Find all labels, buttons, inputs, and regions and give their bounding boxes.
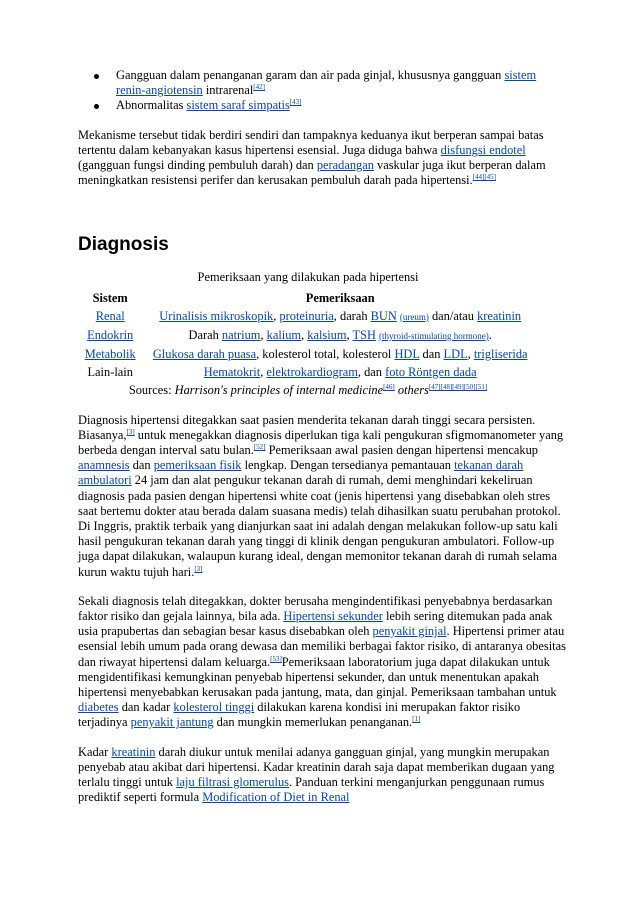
citation-link[interactable]: [3] [126, 427, 135, 436]
text: , [273, 308, 280, 323]
link-kalsium[interactable]: kalsium [307, 327, 347, 342]
list-item-text: Gangguan dalam penanganan garam dan air pada ginjal, khususnya gangguan [116, 68, 505, 82]
table-cell-system [78, 307, 142, 326]
list-item [116, 98, 568, 113]
table-cell-exam [142, 345, 538, 363]
article-body [78, 68, 568, 806]
text: Mekanisme tersebut tidak berdiri sendiri dan tampaknya keduanya ikut berperan sampai batas tertentu dalam kebanyakan kasus hipertensi esensial. Juga diduga bahwa [78, 127, 544, 157]
link-mdrd[interactable]: Modification of Diet in Renal [202, 790, 350, 805]
text: , [301, 327, 308, 342]
text: , dan [357, 364, 386, 379]
table-row [78, 345, 538, 363]
citation-link[interactable]: [43] [289, 98, 302, 107]
link-ureum[interactable]: (ureum) [399, 311, 429, 322]
table-row [78, 307, 538, 326]
text: , [346, 327, 353, 342]
citation-link[interactable]: [47][48][49][50][51] [428, 382, 488, 391]
section-heading-diagnosis: Diagnosis [78, 234, 169, 256]
text: dan/atau [428, 308, 478, 323]
table-sources [78, 381, 538, 399]
link-peradangan[interactable]: peradangan [316, 158, 374, 173]
link-trigliserida[interactable]: trigliserida [473, 346, 528, 361]
link-sistem-saraf-simpatis[interactable]: sistem saraf simpatis [186, 98, 290, 113]
table-row [78, 326, 538, 345]
text: , kolesterol total, kolesterol [256, 346, 395, 361]
text: . Panduan terkini menganjurkan penggunaan rumus prediktif seperti formula [78, 775, 545, 805]
text: , [467, 346, 474, 361]
text: Darah [188, 327, 222, 342]
link-hdl[interactable]: HDL [394, 346, 420, 361]
link-tekanan-darah-ambulatori[interactable]: tekanan darah ambulatori [78, 458, 524, 488]
text: dilakukan karena kondisi ini merupakan faktor risiko terjadinya [78, 700, 521, 730]
link-kalium[interactable]: kalium [266, 327, 302, 342]
citation-link[interactable]: [42] [253, 83, 265, 92]
text: Pemeriksaan laboratorium juga dapat dilakukan untuk mengidentifikasi kemungkinan penyebab hipertensi sekunder, dan untuk menentukan apakah hipertensi menyebabkan kerusakan pada jantung, mata, dan ginjal. Pemeriksaan tambahan untuk [78, 654, 557, 700]
source-others: others [394, 382, 429, 397]
link-foto-rontgen-dada[interactable]: foto Röntgen dada [385, 364, 477, 379]
list-item-text: Abnormalitas [116, 98, 187, 113]
link-hematokrit[interactable]: Hematokrit [203, 364, 261, 379]
list-item [116, 68, 568, 98]
text: Diagnosis hipertensi ditegakkan saat pasien menderita tekanan darah tinggi secara persisten. Biasanya, [78, 412, 536, 442]
table-cell-exam [142, 326, 538, 345]
link-diabetes[interactable]: diabetes [78, 700, 119, 715]
citation-link[interactable]: [3] [194, 564, 203, 573]
link-penyakit-ginjal[interactable]: penyakit ginjal [372, 624, 447, 639]
text: dan mungkin memerlukan penanganan. [213, 715, 413, 730]
text: Pemeriksaan awal pasien dengan hipertensi mencakup [265, 443, 538, 458]
link-kreatinin-body[interactable]: kreatinin [111, 744, 156, 759]
diagnosis-table [78, 270, 538, 398]
table-cell-system [78, 326, 142, 345]
text: lebih sering ditemukan pada anak usia prapubertas dan sebagian besar kasus disebabkan oleh [78, 609, 553, 639]
text: dan [419, 346, 444, 361]
table-cell-system: Lain-lain [87, 364, 133, 379]
text: , darah [333, 308, 371, 323]
link-disfungsi-endotel[interactable]: disfungsi endotel [440, 142, 526, 157]
link-renal[interactable]: Renal [95, 309, 125, 324]
text: Sekali diagnosis telah ditegakkan, dokter berusaha mengindentifikasi penyebabnya berdasarkan faktor risiko dan gejala lainnya, bila ada. [78, 593, 553, 624]
table-cell-system [78, 345, 142, 363]
mechanism-paragraph [78, 128, 568, 189]
diagnosis-paragraph-1 [78, 413, 568, 580]
diagnosis-paragraph-2 [78, 594, 568, 731]
citation-link[interactable]: [1] [412, 715, 421, 724]
link-endokrin[interactable]: Endokrin [87, 328, 134, 343]
text: Kadar [78, 744, 112, 759]
link-proteinuria[interactable]: proteinuria [279, 308, 334, 323]
link-urinalisis[interactable]: Urinalisis mikroskopik [159, 308, 274, 323]
text: . Hipertensi primer atau esensial lebih umum pada orang dewasa dan memiliki berbagai faktor risiko, di antaranya obesitas dan riwayat hipertensi dalam keluarga. [78, 624, 566, 669]
diagnosis-paragraph-3 [78, 745, 568, 806]
table-sources-row [78, 381, 538, 399]
link-thyroid-stimulating-hormone[interactable]: (thyroid-stimulating hormone) [379, 330, 489, 341]
text: lengkap. Dengan tersedianya pemantauan [241, 458, 455, 473]
link-bun[interactable]: BUN [370, 308, 397, 323]
table-row [78, 363, 538, 381]
table-header-row [78, 289, 538, 307]
table-cell-exam [142, 363, 538, 381]
table-caption: Pemeriksaan yang dilakukan pada hipertensi [197, 270, 419, 285]
text: darah diukur untuk menilai adanya gangguan ginjal, yang mungkin merupakan penyebab atau akibat dari hipertensi. Kadar kreatinin darah saja dapat memberikan dugaan yang terlalu tinggi untuk [78, 744, 555, 790]
link-renin-angiotensin[interactable]: sistem renin-angiotensin [116, 68, 537, 98]
text: 24 jam dan alat pengukur tekanan darah di rumah, demi menghindari kekeliruan diagnosis pada pasien dengan hipertensi white coat (jenis hipertensi yang disebabkan oleh stres saat bertemu dokter atau berada dalam suasana medis) telah dihasilkan suatu perubahan protokol. Di Inggris, praktik terbaik yang dianjurkan saat ini adalah dengan melakukan follow-up satu kali hasil pengukuran tekanan darah yang tinggi di klinik dengan pengukuran ambulatori. Follow-up juga dapat dilakukan, walaupun kurang ideal, dengan memonitor tekanan darah di rumah selama kurun waktu tujuh hari. [78, 473, 561, 579]
column-header-system: Sistem [92, 290, 128, 305]
link-laju-filtrasi-glomerulus[interactable]: laju filtrasi glomerulus [176, 775, 289, 790]
link-tsh[interactable]: TSH [352, 327, 376, 342]
text: (gangguan fungsi dinding pembuluh darah) dan [78, 158, 317, 173]
link-anamnesis[interactable]: anamnesis [78, 458, 130, 473]
source-title: Harrison's principles of internal medicine [174, 382, 384, 397]
link-hipertensi-sekunder[interactable]: Hipertensi sekunder [283, 609, 383, 624]
text: dan [129, 458, 154, 473]
citation-link[interactable]: [44][45] [472, 173, 496, 182]
citation-link[interactable]: [46] [383, 382, 395, 391]
list-item-text: intrarenal [202, 83, 254, 98]
citation-link[interactable]: [53] [270, 654, 282, 663]
text: , [260, 364, 267, 379]
text: untuk menegakkan diagnosis diperlukan tiga kali pengukuran sfigmomanometer yang berbeda dengan interval satu bulan. [78, 427, 564, 458]
link-metabolik[interactable]: Metabolik [84, 346, 136, 361]
bullet-icon [94, 104, 99, 109]
link-glukosa-darah-puasa[interactable]: Glukosa darah puasa [152, 346, 257, 361]
link-kreatinin[interactable]: kreatinin [477, 308, 522, 323]
link-penyakit-jantung[interactable]: penyakit jantung [130, 715, 214, 730]
text: Sources: [128, 382, 175, 397]
link-ldl[interactable]: LDL [443, 346, 468, 361]
text: . [488, 327, 492, 342]
text: vaskular juga ikut berperan dalam meningkatkan resistensi perifer dan kerusakan pembuluh darah pada hipertensi. [78, 158, 546, 188]
cause-list [78, 68, 568, 114]
column-header-exam: Pemeriksaan [305, 290, 375, 305]
link-natrium[interactable]: natrium [221, 327, 261, 342]
bullet-icon [94, 74, 99, 79]
link-kolesterol-tinggi[interactable]: kolesterol tinggi [173, 700, 255, 715]
table-cell-exam [142, 307, 538, 326]
link-elektrokardiogram[interactable]: elektrokardiogram [266, 364, 358, 379]
link-pemeriksaan-fisik[interactable]: pemeriksaan fisik [153, 458, 242, 473]
text: , [260, 327, 267, 342]
citation-link[interactable]: [52] [253, 443, 266, 452]
text: dan kadar [118, 700, 174, 715]
